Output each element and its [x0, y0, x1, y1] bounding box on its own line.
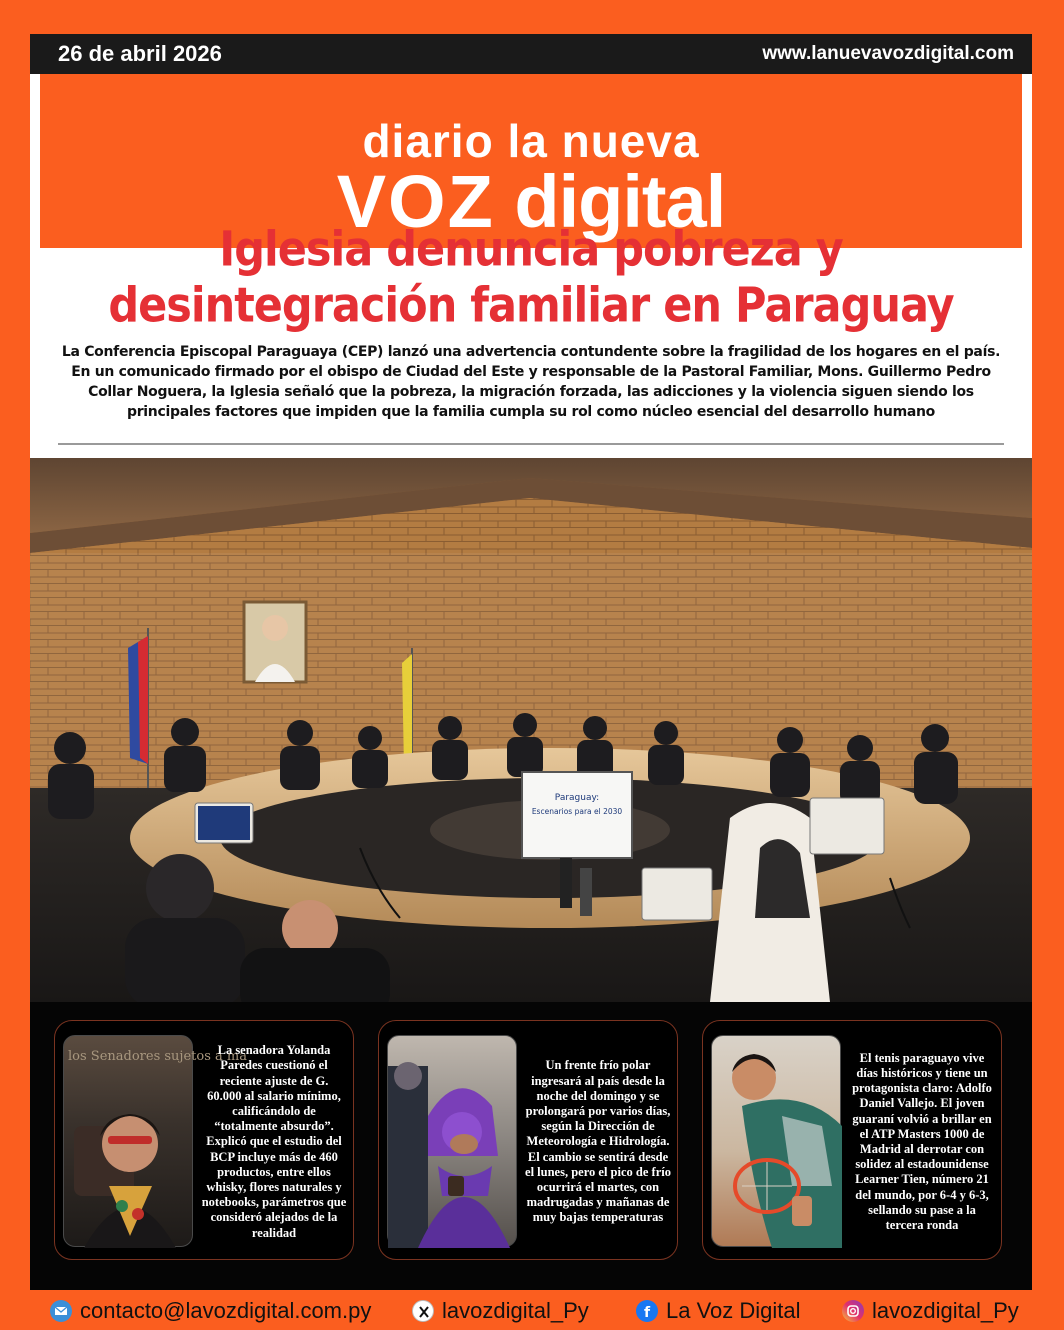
brief-card-2[interactable]: [378, 1020, 678, 1260]
headline-line-1: Iglesia denuncia pobreza y: [219, 222, 843, 278]
brief-card-3[interactable]: [702, 1020, 1002, 1260]
instagram-icon: [842, 1300, 864, 1322]
screen-caption-2: Escenarios para el 2030: [531, 807, 623, 816]
brief-thumb-2: [387, 1035, 517, 1247]
brief-text-1: La senadora Yolanda Paredes cuestionó el reciente ajuste de G. 60.000 al salario mínimo, calificándolo de “totalmente absurdo”. Explicó que el estudio del BCP incluye más de 460 productos, entre ellos whisky, flores naturales y notebooks, parámetros que consideró alejados de la realidad: [201, 1043, 347, 1240]
footer-email[interactable]: [50, 1298, 371, 1324]
masthead-voz: VOZ: [336, 160, 495, 243]
screen-caption-1: Paraguay:: [554, 793, 600, 803]
brief-thumb-1: [63, 1035, 247, 1247]
news-briefs: [30, 1002, 1032, 1290]
brief-card-1[interactable]: [54, 1020, 354, 1260]
email-address[interactable]: contacto@lavozdigital.com.py: [80, 1298, 372, 1323]
brief-text-2: Un frente frío polar ingresará al país desde la noche del domingo y se prolongará por varios días, según la Dirección de Meteorología e Hidrología. El cambio se sentirá desde el lunes, pero el pico de frío ocurrirá el martes, con madrugadas y mañanas de muy bajas temperaturas: [525, 1058, 671, 1225]
issue-date: 26 de abril 2026: [58, 41, 222, 66]
cold-weather-illustration: [388, 1036, 518, 1248]
email-icon: [50, 1300, 72, 1322]
masthead-digital: digital: [514, 160, 726, 243]
headline-line-2: desintegración familiar en Paraguay: [108, 278, 954, 334]
divider: [58, 443, 1004, 445]
brief-text-3: El tenis paraguayo vive días históricos y tiene un protagonista claro: Adolfo Daniel Vallejo. El joven guaraní volvió a brillar en el ATP Masters 1000 de Madrid al derrotar con solidez al estadounidense Learner Tien, número 21 del mundo, por 6-4 y 6-3, sellando su pase a la tercera ronda: [852, 1050, 992, 1233]
article-lede: [54, 342, 1008, 422]
senator-portrait-illustration: [64, 1036, 247, 1248]
lede-line-1: La Conferencia Episcopal Paraguaya (CEP) lanzó una advertencia contundente sobre la fragilidad de los hogares en el país.: [61, 344, 1001, 360]
main-photo: [30, 458, 1032, 1002]
thumb-sign-text: los Senadores sujetos a ma: [68, 1049, 247, 1064]
svg-text:f: f: [643, 1305, 651, 1321]
lede-line-3: Collar Noguera, la Iglesia señaló que la pobreza, la migración forzada, las adicciones y la violencia siguen siendo los: [88, 384, 974, 400]
x-handle[interactable]: lavozdigital_Py: [442, 1298, 589, 1323]
x-logo-icon: [412, 1300, 434, 1322]
lede-line-4: principales factores que impiden que la familia cumpla su rol como núcleo esencial del desarrollo humano: [126, 404, 935, 420]
tennis-player-illustration: [712, 1036, 842, 1248]
instagram-handle[interactable]: lavozdigital_Py: [872, 1298, 1019, 1323]
footer-facebook[interactable]: [636, 1298, 801, 1324]
meeting-room-illustration: [30, 458, 1032, 1002]
footer-x[interactable]: [412, 1298, 589, 1324]
website-link[interactable]: www.lanuevavozdigital.com: [762, 43, 1014, 64]
footer-instagram[interactable]: [842, 1298, 1019, 1324]
brief-thumb-3: [711, 1035, 841, 1247]
lede-line-2: En un comunicado firmado por el obispo de Ciudad del Este y responsable de la Pastoral Familiar, Mons. Guillermo Pedro: [71, 364, 991, 380]
page-frame: [30, 34, 1032, 1290]
main-headline: [30, 222, 1032, 334]
facebook-page[interactable]: La Voz Digital: [666, 1298, 801, 1323]
top-bar: [30, 34, 1032, 74]
masthead-line-1: diario la nueva: [362, 115, 700, 167]
footer-contact-bar: [0, 1290, 1064, 1330]
facebook-icon: [636, 1300, 658, 1322]
